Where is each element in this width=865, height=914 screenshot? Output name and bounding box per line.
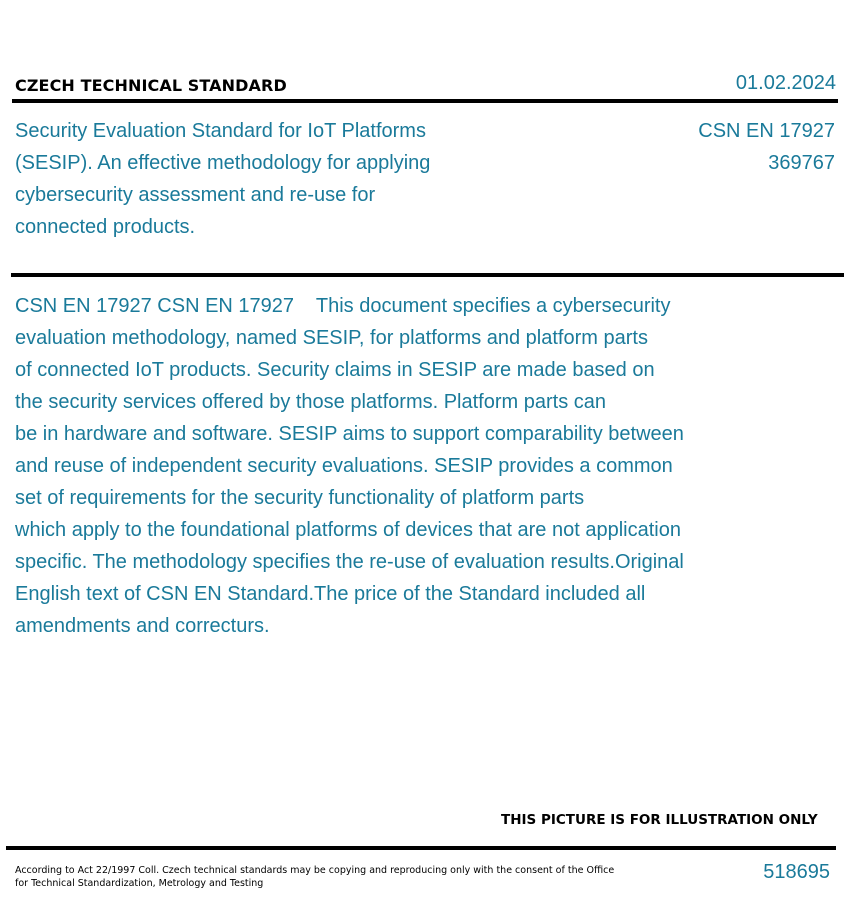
description-line: set of requirements for the security functionality of platform parts [15,487,585,509]
publication-date: 01.02.2024 [735,72,836,94]
title-line: cybersecurity assessment and re-use for [15,184,376,206]
legal-line: According to Act 22/1997 Coll. Czech technical standards may be copying and reproducing only with the consent of the Office [15,865,615,876]
standard-number: CSN EN 17927 [698,120,835,142]
description-line: amendments and correcturs. [15,615,270,637]
standard-identifiers [698,115,835,179]
description-line: English text of CSN EN Standard.The price of the Standard included all [15,583,646,605]
title-line: Security Evaluation Standard for IoT Platforms [15,120,426,142]
description-line: the security services offered by those platforms. Platform parts can [15,391,606,413]
title-line: connected products. [15,216,196,238]
title-divider [11,273,844,277]
legal-notice [15,864,615,890]
standard-title [15,115,485,243]
document-id: 518695 [763,861,830,883]
footer-divider [6,846,836,850]
description-line: and reuse of independent security evaluations. SESIP provides a common [15,455,673,477]
description-line: be in hardware and software. SESIP aims to support comparability between [15,423,684,445]
catalog-id: 369767 [768,152,835,174]
description-line: of connected IoT products. Security claims in SESIP are made based on [15,359,655,381]
standard-description [15,290,755,642]
description-line: specific. The methodology specifies the re-use of evaluation results.Original [15,551,684,573]
description-line: CSN EN 17927 CSN EN 17927 This document specifies a cybersecurity [15,295,671,317]
description-line: which apply to the foundational platforms of devices that are not application [15,519,681,541]
illustration-notice: THIS PICTURE IS FOR ILLUSTRATION ONLY [501,812,818,828]
legal-line: for Technical Standardization, Metrology and Testing [15,878,264,889]
description-line: evaluation methodology, named SESIP, for platforms and platform parts [15,327,648,349]
title-line: (SESIP). An effective methodology for applying [15,152,431,174]
document-type-label: CZECH TECHNICAL STANDARD [15,76,287,95]
header-divider [12,99,838,103]
